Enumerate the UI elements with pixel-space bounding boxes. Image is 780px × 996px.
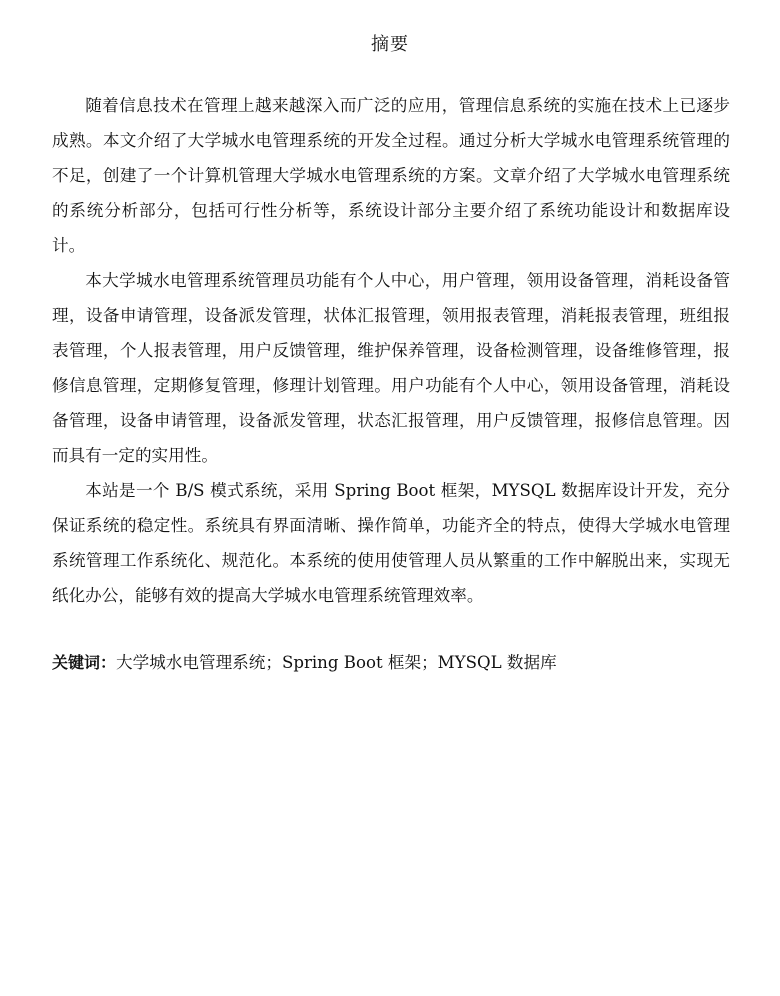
keywords-line — [52, 650, 730, 676]
abstract-paragraph-1: 随着信息技术在管理上越来越深入而广泛的应用，管理信息系统的实施在技术上已逐步成熟。本文介绍了大学城水电管理系统的开发全过程。通过分析大学城水电管理系统管理的不足，创建了一个计算机管理大学城水电管理系统的方案。文章介绍了大学城水电管理系统的系统分析部分，包括可行性分析等，系统设计部分主要介绍了系统功能设计和数据库设计。 — [52, 96, 730, 255]
abstract-paragraph-2: 本大学城水电管理系统管理员功能有个人中心，用户管理，领用设备管理，消耗设备管理，设备申请管理，设备派发管理，状体汇报管理，领用报表管理，消耗报表管理，班组报表管理，个人报表管理，用户反馈管理，维护保养管理，设备检测管理，设备维修管理，报修信息管理，定期修复管理，修理计划管理。用户功能有个人中心，领用设备管理，消耗设备管理，设备申请管理，设备派发管理，状态汇报管理，用户反馈管理，报修信息管理。因而具有一定的实用性。 — [52, 271, 730, 465]
abstract-title: 摘要 — [371, 34, 409, 55]
abstract-body — [52, 88, 730, 613]
keywords-value: 大学城水电管理系统；Spring Boot 框架；MYSQL 数据库 — [116, 653, 557, 672]
abstract-paragraph-3: 本站是一个 B/S 模式系统，采用 Spring Boot 框架，MYSQL 数据库设计开发，充分保证系统的稳定性。系统具有界面清晰、操作简单，功能齐全的特点，使得大学城水电管理系统管理工作系统化、规范化。本系统的使用使管理人员从繁重的工作中解脱出来，实现无纸化办公，能够有效的提高大学城水电管理系统管理效率。 — [52, 481, 730, 605]
keywords-label: 关键词： — [52, 653, 117, 672]
